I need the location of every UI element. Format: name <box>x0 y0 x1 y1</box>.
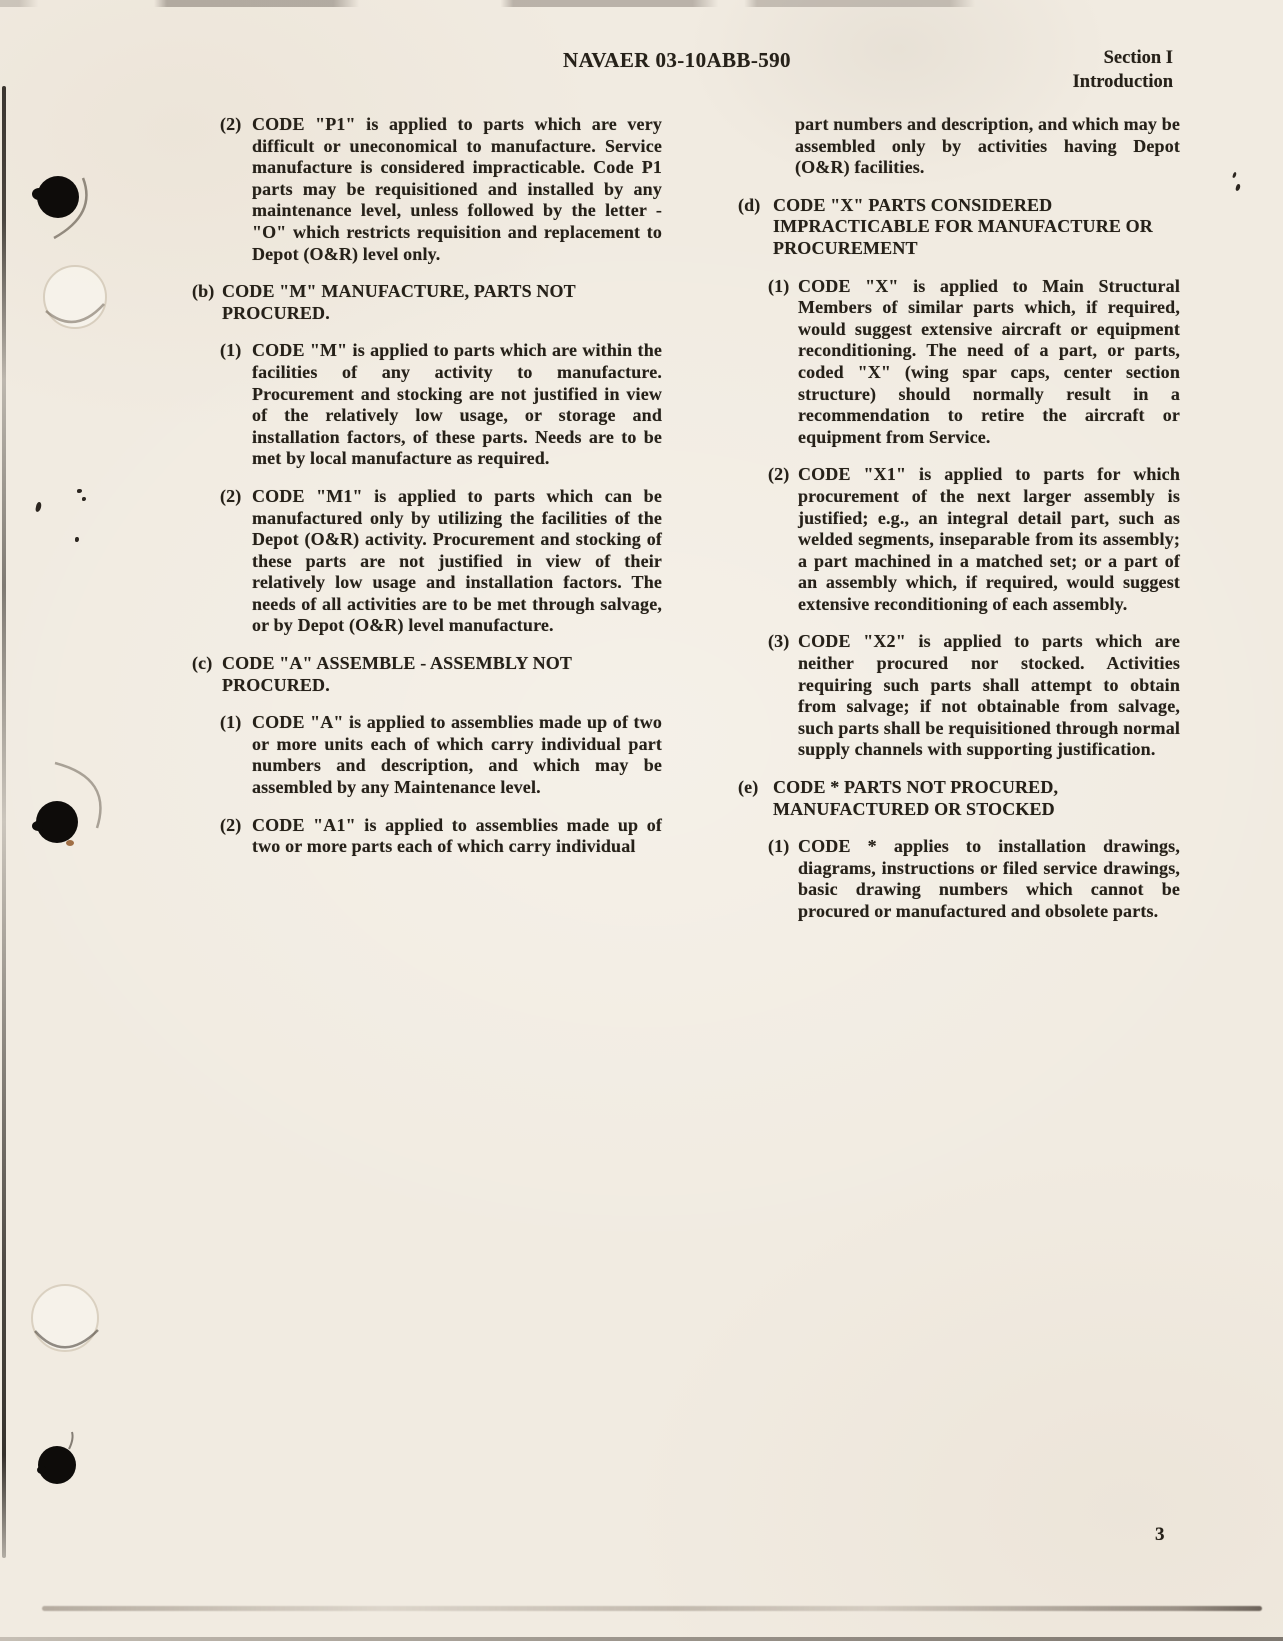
ink-speck <box>82 497 86 501</box>
paragraph-text: CODE "X2" is applied to parts which are neither procured nor stocked. Activities requiring such parts shall attempt to obtain from salvage; if not obtainable from salvage, such parts shall be requisitioned through normal supply channels with supporting justification. <box>798 631 1180 760</box>
ink-speck <box>77 489 82 493</box>
paragraph-text: CODE "A1" is applied to assemblies made up of two or more parts each of which carry individual <box>252 814 662 857</box>
item-marker: (1) <box>220 340 242 361</box>
item-marker: (b) <box>192 281 215 302</box>
item-marker: (2) <box>220 114 242 134</box>
hole-punch-ghost-2 <box>32 1285 98 1351</box>
scan-bottom-edge <box>0 1637 1283 1641</box>
paragraph-text: CODE "X1" is applied to parts for which procurement of the next larger assembly is justified; e.g., an integral detail part, such as welded segments, inseparable from its assembly; a part machined in a matched set; or a part of an assembly which, if required, would suggest extensive reconditioning of each assembly. <box>798 464 1180 614</box>
paragraph-m1 <box>220 486 662 637</box>
item-marker: (2) <box>220 485 242 506</box>
hole-punch-filled-1 <box>32 188 46 200</box>
item-marker: (1) <box>220 712 242 733</box>
rust-speck <box>66 840 74 846</box>
heading-code-m <box>192 281 662 324</box>
heading-text: CODE "X" PARTS CONSIDERED IMPRACTICABLE FOR MANUFACTURE OR PROCUREMENT <box>773 194 1153 258</box>
paragraph-text: CODE "M" is applied to parts which are within the facilities of any activity to manufacture. Procurement and stocking are not justified in view of the relatively low usage, or storage and installation factors, of these parts. Needs are to be met by local manufacture as required. <box>252 340 662 469</box>
hole-punch-shadow-arc-4 <box>35 1330 98 1347</box>
item-marker: (3) <box>768 631 790 652</box>
section-heading <box>1073 46 1173 94</box>
hole-punch-filled-2 <box>36 801 78 843</box>
hole-punch-column <box>0 0 160 1641</box>
hole-punch-filled-3 <box>38 1446 76 1484</box>
left-column <box>192 114 662 874</box>
ink-speck <box>75 537 79 542</box>
hole-punch-shadow-arc-1 <box>54 178 86 238</box>
doc-number: NAVAER 03-10ABB-590 <box>563 48 791 72</box>
item-marker: (2) <box>768 464 790 485</box>
hole-punch-ghost-1 <box>44 266 106 328</box>
item-marker: (1) <box>768 836 790 857</box>
paragraph-p1 <box>220 114 662 265</box>
heading-text: CODE * PARTS NOT PROCURED, MANUFACTURED OR STOCKED <box>773 777 1059 819</box>
hole-punch-shadow-arc-3 <box>55 763 100 828</box>
paragraph-text: CODE "X" is applied to Main Structural Members of similar parts which, if required, would suggest extensive aircraft or equipment reconditioning. The need of a part, or parts, coded "X" (wing spar caps, center section structure) should normally result in a recommendation to retire the aircraft or equipment from Service. <box>798 275 1180 447</box>
section-subtitle: Introduction <box>1072 72 1173 92</box>
item-marker: (d) <box>738 194 761 215</box>
scan-bottom-smudge <box>42 1606 1262 1611</box>
section-title: Section I <box>1103 48 1173 68</box>
paragraph-text: CODE * applies to installation drawings, diagrams, instructions or filed service drawings, basic drawing numbers which cannot be procured or manufactured and obsolete parts. <box>798 836 1180 921</box>
item-marker: (e) <box>738 777 759 798</box>
hole-punch-shadow-arc-5 <box>69 1432 73 1449</box>
paragraph-m <box>220 340 662 470</box>
scan-left-edge-line <box>2 86 6 1558</box>
item-marker: (c) <box>192 653 213 674</box>
item-marker: (2) <box>220 814 242 835</box>
heading-code-star <box>738 777 1180 820</box>
item-marker: (1) <box>768 275 790 296</box>
paragraph-text: CODE "A" is applied to assemblies made up of two or more units each of which carry individual part numbers and description, and which may be assembled by any Maintenance level. <box>252 712 662 798</box>
heading-text: CODE "A" ASSEMBLE - ASSEMBLY NOT PROCURED. <box>222 653 572 695</box>
heading-code-x <box>738 195 1180 260</box>
paragraph-a1-continued <box>738 114 1180 179</box>
scan-top-smudge <box>0 0 1283 7</box>
paragraph-text: CODE "M1" is applied to parts which can be manufactured only by utilizing the facilities of the Depot (O&R) activity. Procurement and stocking of these parts are not justified in view of their relatively low usage and installation factors. The needs of all activities are to be met through salvage, or by Depot (O&R) level manufacture. <box>252 485 662 636</box>
paragraph-text: part numbers and description, and which may be assembled only by activities having Depot (O&R) facilities. <box>795 114 1180 178</box>
paragraph-x2 <box>768 631 1180 761</box>
ink-speck <box>35 502 42 513</box>
paragraph-a <box>220 712 662 798</box>
paragraph-x <box>768 276 1180 449</box>
right-column <box>738 114 1180 939</box>
ink-speck <box>1232 172 1237 179</box>
paragraph-x1 <box>768 464 1180 615</box>
ink-speck <box>1235 184 1241 192</box>
hole-punch-shadow-arc-2 <box>46 304 104 322</box>
paragraph-a1 <box>220 815 662 858</box>
heading-text: CODE "M" MANUFACTURE, PARTS NOT PROCURED. <box>222 281 576 323</box>
heading-code-a <box>192 653 662 696</box>
paragraph-star <box>768 836 1180 922</box>
page-number: 3 <box>1155 1524 1165 1545</box>
paragraph-text: CODE "P1" is applied to parts which are very difficult or uneconomical to manufacture. Service manufacture is considered impracticable. Code P1 parts may be requisitioned and installed by any maintenance level, unless followed by the letter - "O" which restricts requisition and replacement to Depot (O&R) level only. <box>252 114 662 264</box>
